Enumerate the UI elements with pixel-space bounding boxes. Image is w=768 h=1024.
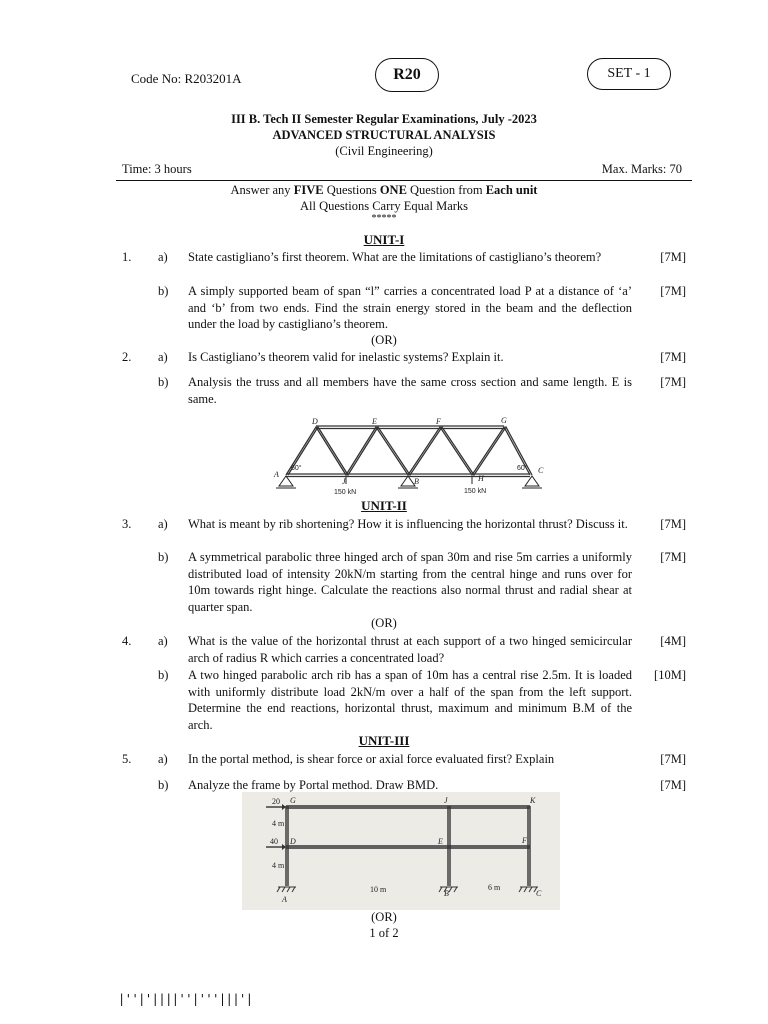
angle-label: 60° (517, 465, 528, 472)
node-label: B (444, 889, 449, 898)
stars: ***** (371, 213, 397, 224)
question-number: 3. (122, 517, 132, 531)
truss-diagram (268, 414, 552, 500)
sub-label: a) (158, 634, 168, 648)
question-text: A two hinged parabolic arch rib has a span of 10m has a central rise 2.5m. It is loaded with uniformly distribute load 2kN/m over a half of the span from the left support. Determine the end reactions, horizontal thrust, maximum and minimum B.M of the arch. (188, 668, 632, 732)
node-label: E (438, 837, 443, 846)
node-label: D (312, 417, 318, 426)
load-label: 20 (272, 797, 280, 806)
instr-part: Question from (406, 183, 486, 197)
node-label: A (274, 470, 279, 479)
code-number: Code No: R203201A (131, 71, 242, 86)
sub-label: a) (158, 350, 168, 364)
node-label: D (290, 837, 296, 846)
time: Time: 3 hours (122, 162, 192, 176)
marks: [7M] (660, 517, 686, 531)
node-label: J (342, 477, 346, 486)
subject-title: ADVANCED STRUCTURAL ANALYSIS (272, 128, 496, 142)
load-label: 40 (270, 837, 278, 846)
sub-label: b) (158, 284, 169, 298)
node-label: C (538, 466, 544, 475)
unit-3-heading: UNIT-III (358, 733, 410, 748)
page-number: 1 of 2 (369, 926, 399, 940)
node-label: C (536, 889, 542, 898)
or-divider: (OR) (371, 333, 397, 347)
question-text: A symmetrical parabolic three hinged arch of span 30m and rise 5m carries a uniformly distributed load of intensity 20kN/m starting from the central hinge and runs over for 10m towards right hinge. Calculate the reactions also normal thrust and radial shear at quarter span. (188, 550, 632, 614)
sub-label: b) (158, 668, 169, 682)
unit-1-heading: UNIT-I (363, 232, 405, 247)
or-divider: (OR) (371, 616, 397, 630)
sub-label: a) (158, 517, 168, 531)
footer-barcode: |''|'||||''|'''|||'| (118, 992, 253, 1006)
question-number: 1. (122, 250, 132, 264)
question-number: 2. (122, 350, 132, 364)
node-label: G (290, 796, 296, 805)
sub-label: a) (158, 752, 168, 766)
marks: [7M] (660, 284, 686, 298)
node-label: E (372, 417, 377, 426)
question-text: A simply supported beam of span “l” carries a concentrated load P at a distance of ‘a’ and ‘b’ from two ends. Find the strain energy stored in the beam and the deflection under the load by castigliano’s theorem. (188, 284, 632, 331)
node-label: F (436, 417, 441, 426)
marks: [10M] (654, 668, 686, 682)
marks: [7M] (660, 550, 686, 564)
question-text: What is meant by rib shortening? How it is influencing the horizontal thrust? Discuss it. (188, 517, 628, 531)
instr-bold: Each unit (485, 183, 538, 197)
or-divider: (OR) (371, 910, 397, 924)
question-text: What is the value of the horizontal thrust at each support of a two hinged semicircular arch of radius R which carries a concentrated load? (188, 634, 632, 665)
sub-label: b) (158, 375, 169, 389)
height-label: 4 m (272, 819, 285, 828)
height-label: 4 m (272, 861, 285, 870)
marks: [7M] (660, 250, 686, 264)
instr-part: Answer any (230, 183, 294, 197)
span-label: 10 m (370, 885, 387, 894)
node-label: F (522, 836, 527, 845)
question-text: Analysis the truss and all members have the same cross section and same length. E is same. (188, 375, 632, 406)
load-label: 150 kN (464, 488, 487, 495)
marks: [7M] (660, 778, 686, 792)
marks: [7M] (660, 752, 686, 766)
branch: (Civil Engineering) (335, 144, 433, 158)
frame-photo (242, 792, 560, 910)
sub-label: b) (158, 778, 169, 792)
question-text: Is Castigliano’s theorem valid for inelastic systems? Explain it. (188, 350, 504, 364)
question-text: In the portal method, is shear force or axial force evaluated first? Explain (188, 752, 555, 766)
unit-2-heading: UNIT-II (361, 498, 407, 513)
question-text: State castigliano’s first theorem. What are the limitations of castigliano’s theorem? (188, 250, 602, 264)
node-label: G (501, 416, 507, 425)
load-label: 150 kN (334, 489, 357, 496)
instruction-line-2: All Questions Carry Equal Marks (299, 199, 469, 213)
set-badge: SET - 1 (587, 58, 671, 90)
instruction-line-1 (0, 182, 768, 198)
angle-label: 60° (291, 465, 302, 472)
sub-label: b) (158, 550, 169, 564)
node-label: B (414, 477, 419, 486)
node-label: K (530, 796, 536, 805)
marks: [7M] (660, 375, 686, 389)
instr-part: Questions (323, 183, 380, 197)
question-text: Analyze the frame by Portal method. Draw BMD. (188, 778, 439, 792)
node-label: A (282, 895, 287, 904)
question-number: 4. (122, 634, 132, 648)
exam-title: III B. Tech II Semester Regular Examinations, July -2023 (231, 112, 537, 126)
node-label: J (444, 796, 448, 805)
max-marks: Max. Marks: 70 (601, 162, 682, 176)
marks: [4M] (660, 634, 686, 648)
header-rule (116, 180, 692, 181)
question-number: 5. (122, 752, 132, 766)
regulation-badge: R20 (375, 58, 439, 92)
instr-bold: ONE (379, 183, 407, 197)
marks: [7M] (660, 350, 686, 364)
frame-diagram (242, 792, 560, 910)
node-label: H (478, 474, 484, 483)
sub-label: a) (158, 250, 168, 264)
span-label: 6 m (488, 883, 501, 892)
instr-bold: FIVE (293, 183, 324, 197)
